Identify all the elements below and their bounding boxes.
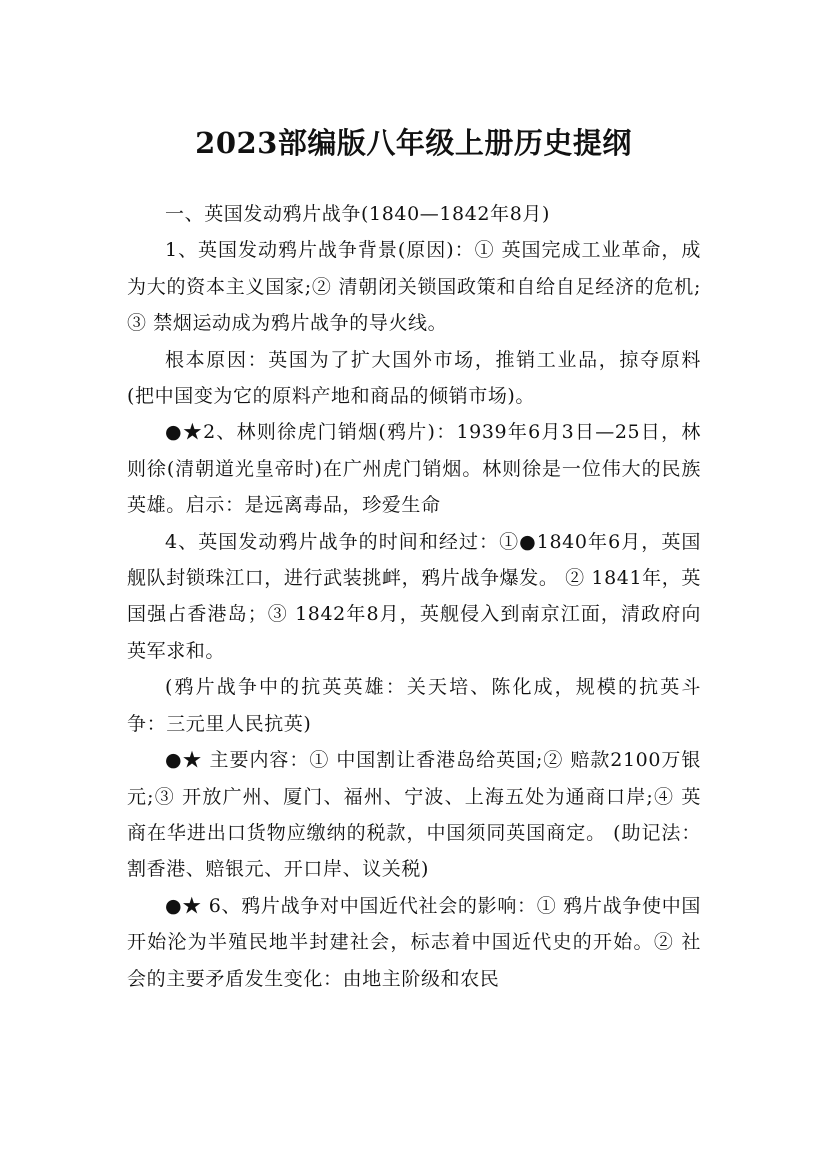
paragraph-background: 1、英国发动鸦片战争背景(原因)：① 英国完成工业革命，成为大的资本主义国家;② 清朝闭关锁国政策和自给自足经济的危机; ③ 禁烟运动成为鸦片战争的导火线。 [127, 239, 701, 335]
paragraph-root-cause: 根本原因：英国为了扩大国外市场，推销工业品，掠夺原料(把中国变为它的原料产地和商品的倾销市场)。 [127, 348, 701, 408]
section-heading: 一、英国发动鸦片战争(1840—1842年8月) [165, 203, 551, 225]
document-body [127, 196, 701, 997]
paragraph-treaty-content: ●★ 主要内容：① 中国割让香港岛给英国;② 赔款2100万银元;③ 开放广州、厦门、福州、宁波、上海五处为通商口岸;④ 英商在华进出口货物应缴纳的税款，中国须同英国商定。 (助记法： 割香港、赔银元、开口岸、议关税) [127, 749, 701, 881]
paragraph-war-timeline: 4、英国发动鸦片战争的时间和经过：①●1840年6月，英国舰队封锁珠江口，进行武装挑衅，鸦片战争爆发。 ② 1841年，英国强占香港岛；③ 1842年8月，英舰侵入到南京江面，清政府向英军求和。 [127, 530, 701, 662]
paragraph-heroes: (鸦片战争中的抗英英雄：关天培、陈化成，规模的抗英斗争：三元里人民抗英) [127, 676, 701, 735]
paragraph-war-impact: ●★ 6、鸦片战争对中国近代社会的影响：① 鸦片战争使中国开始沦为半殖民地半封建社会，标志着中国近代史的开始。② 社会的主要矛盾发生变化：由地主阶级和农民 [127, 894, 701, 990]
paragraph-humen-opium: ●★2、林则徐虎门销烟(鸦片)：1939年6月3日—25日，林则徐(清朝道光皇帝时)在广州虎门销烟。林则徐是一位伟大的民族英雄。启示：是远离毒品，珍爱生命 [127, 421, 701, 517]
document-title: 2023部编版八年级上册历史提纲 [195, 126, 632, 161]
